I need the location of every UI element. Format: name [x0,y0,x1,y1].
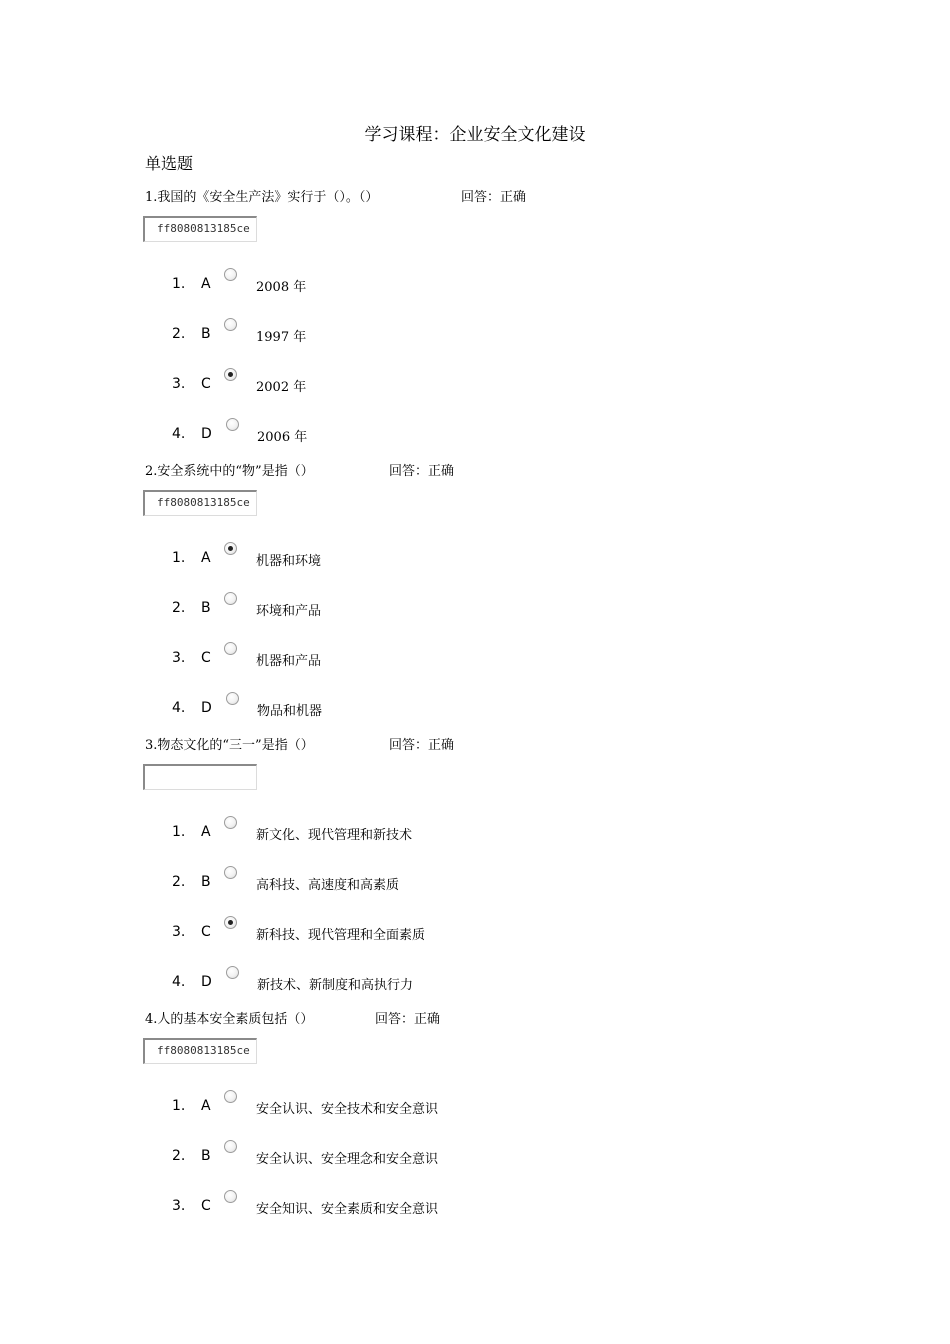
question-4-option-1-number: 1. [172,1098,186,1114]
question-1-option-4-text: 2006 年 [257,430,308,445]
question-3-option-2-text: 高科技、高速度和高素质 [256,878,400,893]
question-1-text: 1.我国的《安全生产法》实行于（）。（） [145,190,379,205]
question-3-option-4-letter: D [201,974,212,990]
question-1-result: 回答：正确 [461,190,527,205]
question-1-id-field[interactable]: ff8080813185ce [143,216,257,242]
question-3-option-3-text: 新科技、现代管理和全面素质 [256,928,426,943]
question-1-option-1-text: 2008 年 [256,280,307,295]
question-4-option-3-letter: C [201,1198,211,1214]
question-2-option-1-text: 机器和环境 [256,554,322,569]
question-2-option-1-letter: A [201,550,211,566]
question-1-option-b-radio[interactable] [224,318,237,331]
question-2-option-d-radio[interactable] [226,692,239,705]
question-4-option-1-text: 安全认识、安全技术和安全意识 [256,1102,439,1117]
question-1-option-3-text: 2002 年 [256,380,307,395]
question-3-result: 回答：正确 [389,738,455,753]
question-4-option-3-text: 安全知识、安全素质和安全意识 [256,1202,439,1217]
question-2-option-1-number: 1. [172,550,186,566]
question-1-option-1-number: 1. [172,276,186,292]
question-1-option-a-radio[interactable] [224,268,237,281]
question-3-option-1-number: 1. [172,824,186,840]
question-4-option-a-radio[interactable] [224,1090,237,1103]
question-2-id-field[interactable]: ff8080813185ce [143,490,257,516]
question-4-result: 回答：正确 [375,1012,441,1027]
question-1-option-4-letter: D [201,426,212,442]
question-3-text: 3.物态文化的“三一”是指（） [145,738,314,753]
question-3-option-2-letter: B [201,874,211,890]
question-3-option-3-letter: C [201,924,211,940]
question-2-result: 回答：正确 [389,464,455,479]
question-4-text: 4.人的基本安全素质包括（） [145,1012,314,1027]
question-1-option-3-number: 3. [172,376,186,392]
question-1-option-4-number: 4. [172,426,186,442]
question-1-option-2-text: 1997 年 [256,330,307,345]
page-title: 学习课程：企业安全文化建设 [364,125,586,145]
question-2-option-4-letter: D [201,700,212,716]
question-2-option-2-text: 环境和产品 [256,604,322,619]
question-4-option-2-text: 安全认识、安全理念和安全意识 [256,1152,439,1167]
question-2-option-3-text: 机器和产品 [256,654,322,669]
question-2-option-3-number: 3. [172,650,186,666]
question-1-option-c-radio[interactable] [224,368,237,381]
question-3-option-1-letter: A [201,824,211,840]
question-2-option-4-number: 4. [172,700,186,716]
question-3-option-4-number: 4. [172,974,186,990]
question-3-option-a-radio[interactable] [224,816,237,829]
section-heading: 单选题 [145,154,194,173]
question-4-option-1-letter: A [201,1098,211,1114]
question-3-option-b-radio[interactable] [224,866,237,879]
question-2-option-3-letter: C [201,650,211,666]
question-1-option-2-letter: B [201,326,211,342]
question-4-option-c-radio[interactable] [224,1190,237,1203]
question-1-option-3-letter: C [201,376,211,392]
question-3-option-1-text: 新文化、现代管理和新技术 [256,828,413,843]
question-4-option-2-number: 2. [172,1148,186,1164]
question-4-option-3-number: 3. [172,1198,186,1214]
question-1-option-2-number: 2. [172,326,186,342]
question-4-option-2-letter: B [201,1148,211,1164]
question-3-option-2-number: 2. [172,874,186,890]
question-4-id-field[interactable]: ff8080813185ce [143,1038,257,1064]
question-2-option-b-radio[interactable] [224,592,237,605]
question-2-option-c-radio[interactable] [224,642,237,655]
question-2-option-2-letter: B [201,600,211,616]
question-1-option-d-radio[interactable] [226,418,239,431]
question-3-option-d-radio[interactable] [226,966,239,979]
question-4-option-b-radio[interactable] [224,1140,237,1153]
question-2-option-2-number: 2. [172,600,186,616]
question-2-option-a-radio[interactable] [224,542,237,555]
question-3-option-c-radio[interactable] [224,916,237,929]
question-1-option-1-letter: A [201,276,211,292]
question-3-id-field[interactable] [143,764,257,790]
question-2-text: 2.安全系统中的“物”是指（） [145,464,314,479]
question-3-option-3-number: 3. [172,924,186,940]
question-3-option-4-text: 新技术、新制度和高执行力 [257,978,414,993]
question-2-option-4-text: 物品和机器 [257,704,323,719]
